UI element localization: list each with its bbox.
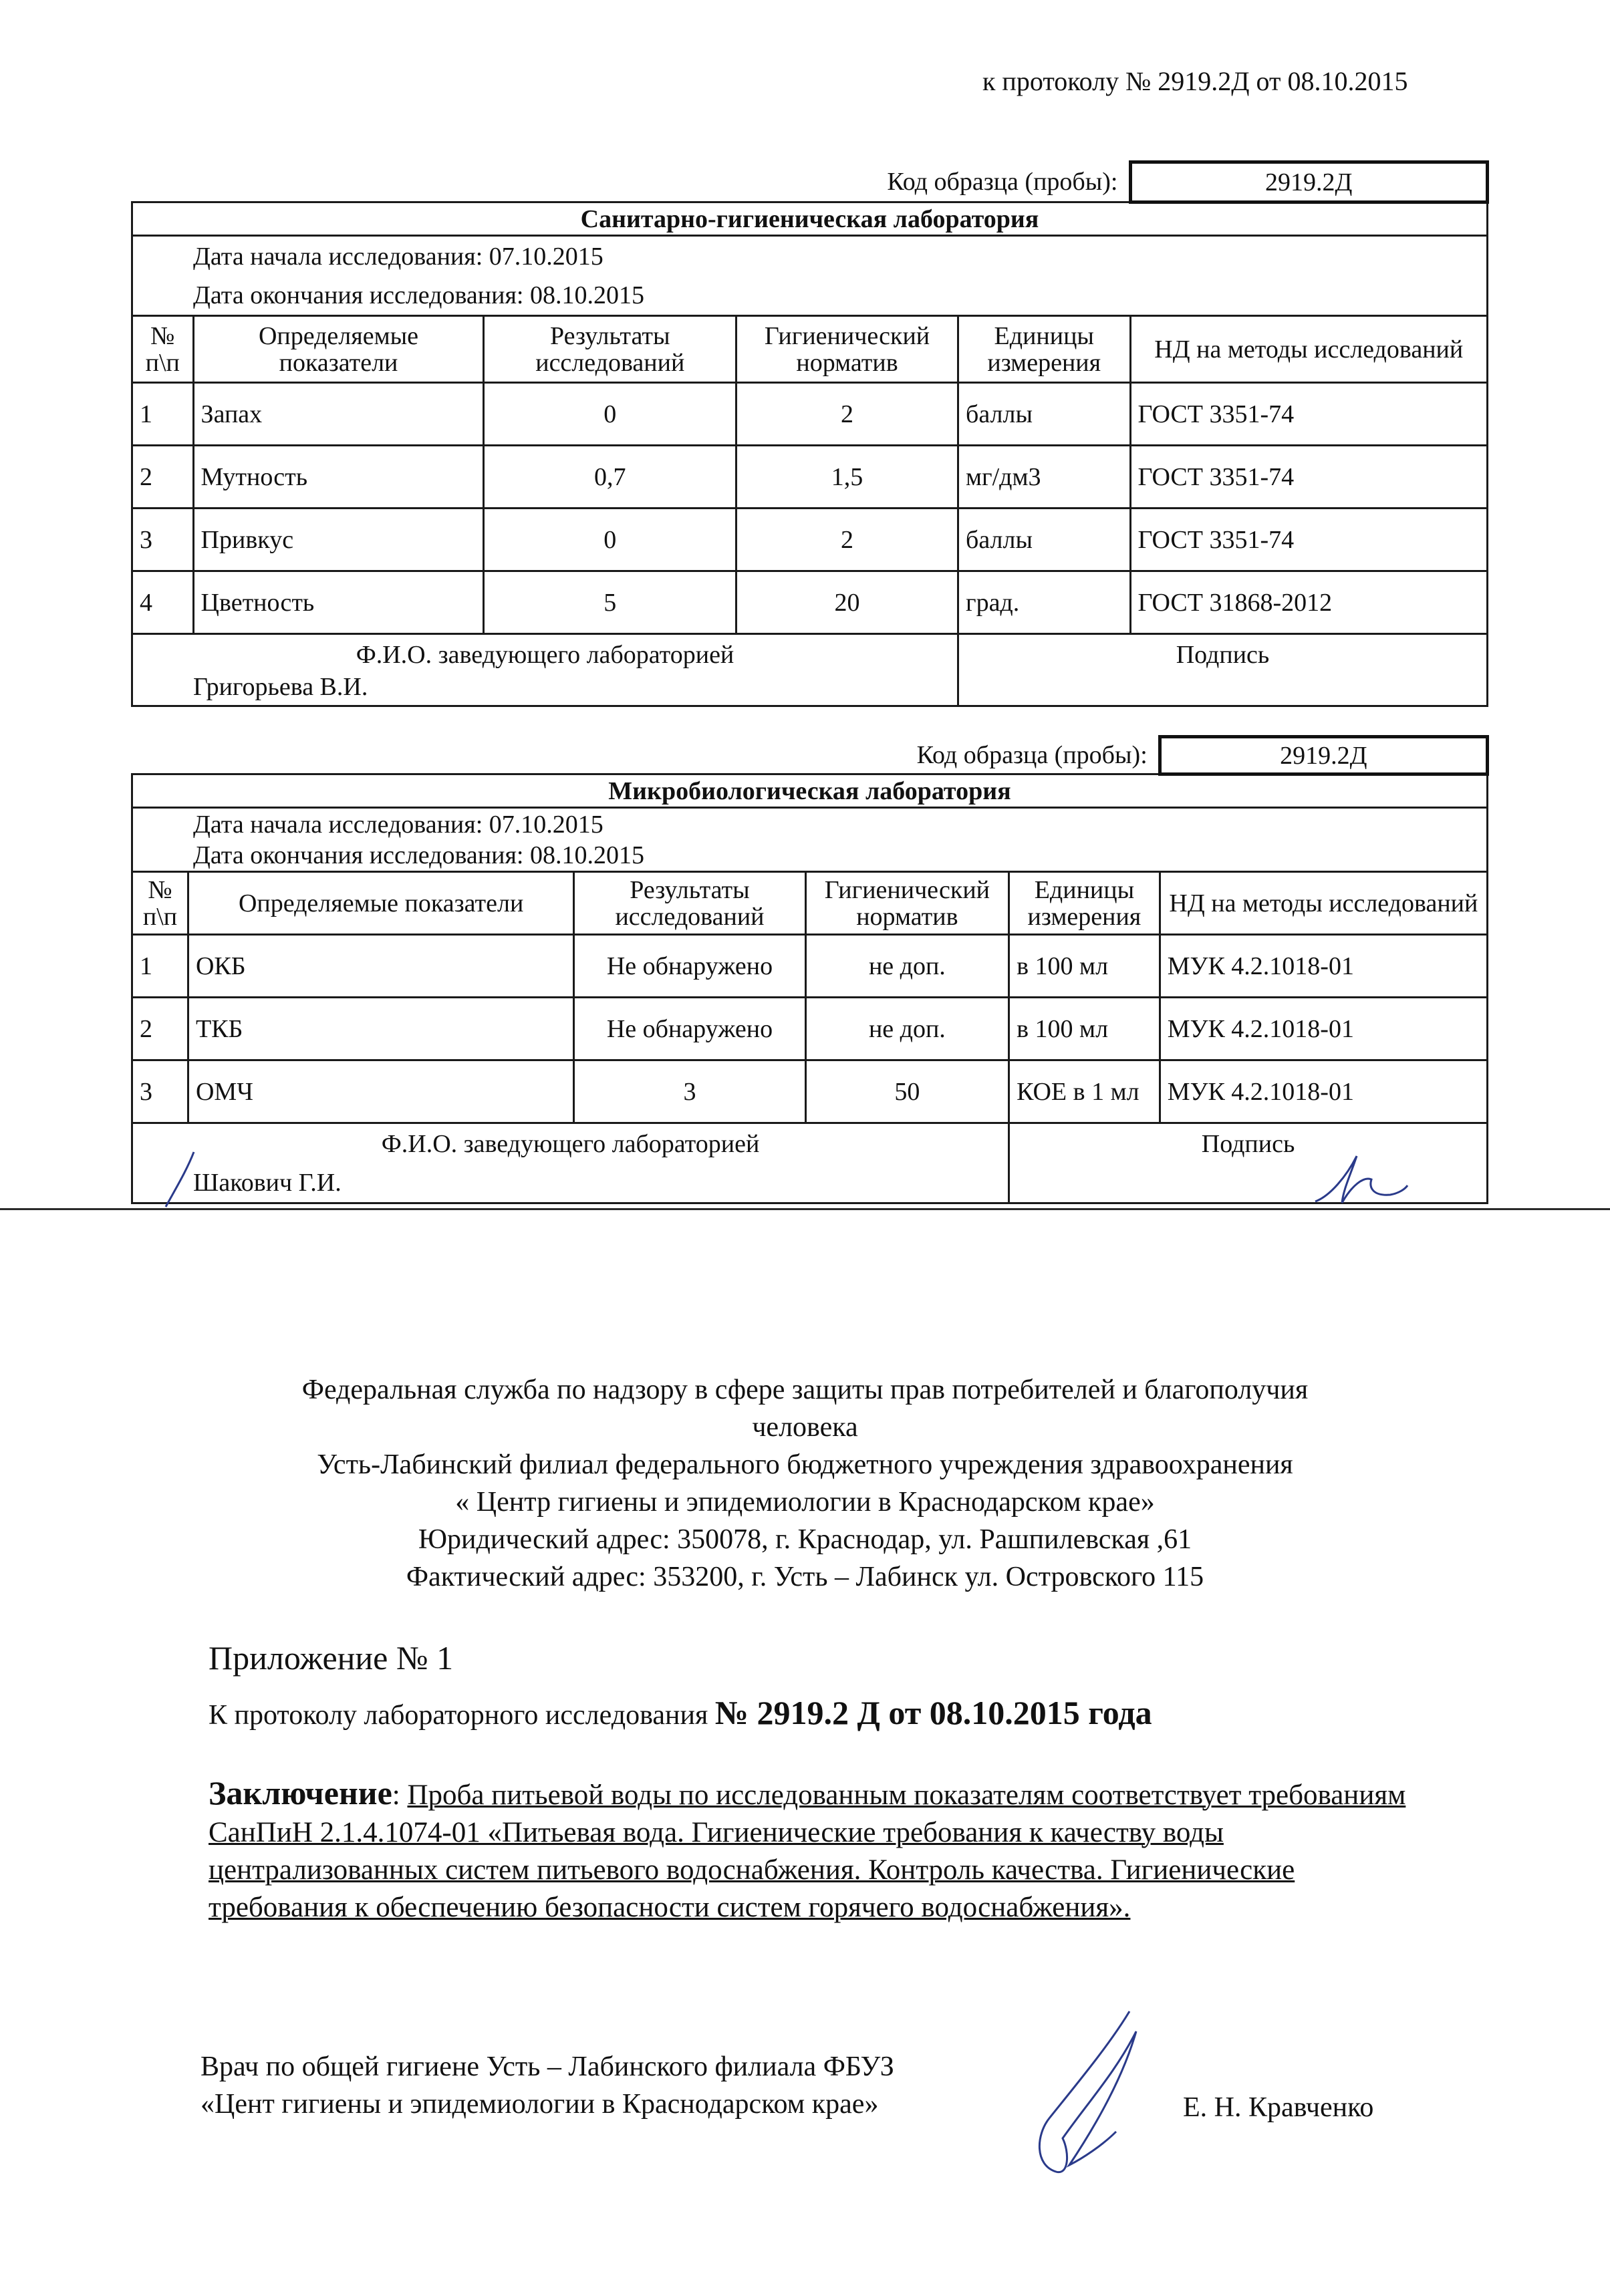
row-indicator: ОМЧ <box>188 1060 573 1123</box>
row-method: ГОСТ 3351-74 <box>1130 383 1488 446</box>
lab-head-cell <box>132 1123 1009 1203</box>
lab-head-name: Шакович Г.И. <box>193 1169 342 1197</box>
row-unit: град. <box>958 571 1130 634</box>
doctor-block <box>200 2048 894 2123</box>
date-start: Дата начала исследования: 07.10.2015 <box>193 242 603 271</box>
row-unit: в 100 мл <box>1009 998 1160 1060</box>
to-protocol-line <box>209 1693 1152 1732</box>
row-result: 0 <box>484 509 736 571</box>
date-start: Дата начала исследования: 07.10.2015 <box>193 810 603 839</box>
lab-head-name: Григорьева В.И. <box>193 673 368 701</box>
lab-head-label: Ф.И.О. заведующего лабораторией <box>356 641 734 669</box>
row-unit: в 100 мл <box>1009 935 1160 998</box>
row-result: Не обнаружено <box>574 998 805 1060</box>
row-method: ГОСТ 3351-74 <box>1130 509 1488 571</box>
doctor-line-1: Врач по общей гигиене Усть – Лабинского филиала ФБУЗ <box>200 2051 894 2082</box>
sample-code-value: 2919.2Д <box>1160 737 1487 774</box>
lab-head-cell <box>132 634 958 706</box>
protocol-reference: к протоколу № 2919.2Д от 08.10.2015 <box>982 66 1408 96</box>
row-norm: не доп. <box>805 935 1009 998</box>
handwritten-signature <box>1023 2005 1156 2192</box>
conclusion-label: Заключение <box>209 1774 392 1812</box>
sample-code-label: Код образца (пробы): <box>887 167 1118 196</box>
date-end: Дата окончания исследования: 08.10.2015 <box>193 841 644 869</box>
lab-title: Санитарно-гигиеническая лаборатория <box>132 202 1488 236</box>
row-norm: 2 <box>736 509 958 571</box>
lab-head-label: Ф.И.О. заведующего лабораторией <box>381 1130 760 1158</box>
table-row <box>132 998 1488 1060</box>
org-line-6: Фактический адрес: 353200, г. Усть – Лабинск ул. Островского 115 <box>406 1562 1204 1592</box>
microbiology-lab-table <box>131 735 1489 1204</box>
sample-code-value: 2919.2Д <box>1130 162 1488 202</box>
row-indicator: ОКБ <box>188 935 573 998</box>
date-end: Дата окончания исследования: 08.10.2015 <box>193 281 644 309</box>
pen-stroke-mark <box>160 1149 200 1209</box>
signature-cell <box>1009 1123 1488 1203</box>
col-header-method: НД на методы исследований <box>1160 872 1487 935</box>
row-indicator: Запах <box>193 383 484 446</box>
row-method: МУК 4.2.1018-01 <box>1160 998 1487 1060</box>
handwritten-signature <box>1310 1149 1410 1209</box>
sample-code-label: Код образца (пробы): <box>916 740 1148 769</box>
row-norm: 50 <box>805 1060 1009 1123</box>
org-header <box>0 1371 1610 1596</box>
lab-title: Микробиологическая лаборатория <box>132 774 1488 808</box>
row-norm: не доп. <box>805 998 1009 1060</box>
signature-label: Подпись <box>1176 641 1270 669</box>
row-indicator: Цветность <box>193 571 484 634</box>
page-divider <box>0 1208 1610 1210</box>
col-header-number: № п\п <box>132 872 188 935</box>
row-number: 4 <box>132 571 194 634</box>
row-result: Не обнаружено <box>574 935 805 998</box>
row-unit: КОЕ в 1 мл <box>1009 1060 1160 1123</box>
row-number: 3 <box>132 1060 188 1123</box>
col-header-norm: Гигиенический норматив <box>736 316 958 383</box>
row-number: 2 <box>132 446 194 509</box>
row-unit: мг/дм3 <box>958 446 1130 509</box>
row-number: 3 <box>132 509 194 571</box>
row-unit: баллы <box>958 509 1130 571</box>
lab-dates <box>132 236 1488 316</box>
row-norm: 2 <box>736 383 958 446</box>
col-header-unit: Единицы измерения <box>958 316 1130 383</box>
row-method: ГОСТ 3351-74 <box>1130 446 1488 509</box>
row-method: МУК 4.2.1018-01 <box>1160 935 1487 998</box>
row-unit: баллы <box>958 383 1130 446</box>
row-method: МУК 4.2.1018-01 <box>1160 1060 1487 1123</box>
row-result: 5 <box>484 571 736 634</box>
lab-dates <box>132 808 1488 872</box>
org-line-1: Федеральная служба по надзору в сфере защиты прав потребителей и благополучия <box>301 1375 1309 1405</box>
col-header-number: № п\п <box>132 316 194 383</box>
row-number: 1 <box>132 383 194 446</box>
org-line-5: Юридический адрес: 350078, г. Краснодар, ул. Рашпилевская ,61 <box>418 1524 1192 1555</box>
col-header-indicator: Определяемые показатели <box>193 316 484 383</box>
table-row <box>132 1060 1488 1123</box>
to-protocol-number: № 2919.2 Д от 08.10.2015 года <box>714 1694 1152 1731</box>
signature-label: Подпись <box>1201 1130 1295 1158</box>
org-line-4: « Центр гигиены и эпидемиологии в Краснодарском крае» <box>455 1487 1155 1518</box>
row-method: ГОСТ 31868-2012 <box>1130 571 1488 634</box>
table-row <box>132 446 1488 509</box>
org-line-3: Усть-Лабинский филиал федерального бюджетного учреждения здравоохранения <box>317 1449 1293 1480</box>
org-line-2: человека <box>752 1412 858 1443</box>
row-result: 0,7 <box>484 446 736 509</box>
doctor-name: Е. Н. Кравченко <box>1183 2092 1374 2123</box>
appendix-title: Приложение № 1 <box>209 1639 454 1677</box>
sanitary-lab-table <box>131 160 1489 707</box>
row-result: 3 <box>574 1060 805 1123</box>
to-protocol-prefix: К протоколу лабораторного исследования <box>209 1700 708 1731</box>
table-row <box>132 935 1488 998</box>
row-indicator: Мутность <box>193 446 484 509</box>
col-header-unit: Единицы измерения <box>1009 872 1160 935</box>
conclusion-text: Проба питьевой воды по исследованным показателям соответствует требованиям СанПиН 2.1.4.1074-01 «Питьевая вода. Гигиенические требования к качеству воды централизованных систем питьевого водоснабжения. Контроль качества. Гигиенические требования к обеспечению безопасности систем горячего водоснабжения». <box>209 1779 1406 1923</box>
col-header-result: Результаты исследований <box>484 316 736 383</box>
doctor-line-2: «Цент гигиены и эпидемиологии в Краснодарском крае» <box>200 2089 879 2120</box>
conclusion-block <box>209 1774 1425 1926</box>
table-row <box>132 383 1488 446</box>
col-header-method: НД на методы исследований <box>1130 316 1488 383</box>
row-indicator: Привкус <box>193 509 484 571</box>
row-indicator: ТКБ <box>188 998 573 1060</box>
row-result: 0 <box>484 383 736 446</box>
row-number: 2 <box>132 998 188 1060</box>
table-row <box>132 509 1488 571</box>
row-norm: 20 <box>736 571 958 634</box>
conclusion-colon: : <box>392 1779 400 1811</box>
table-row <box>132 571 1488 634</box>
signature-cell <box>958 634 1487 706</box>
row-norm: 1,5 <box>736 446 958 509</box>
col-header-result: Результаты исследований <box>574 872 805 935</box>
col-header-norm: Гигиенический норматив <box>805 872 1009 935</box>
col-header-indicator: Определяемые показатели <box>188 872 573 935</box>
row-number: 1 <box>132 935 188 998</box>
